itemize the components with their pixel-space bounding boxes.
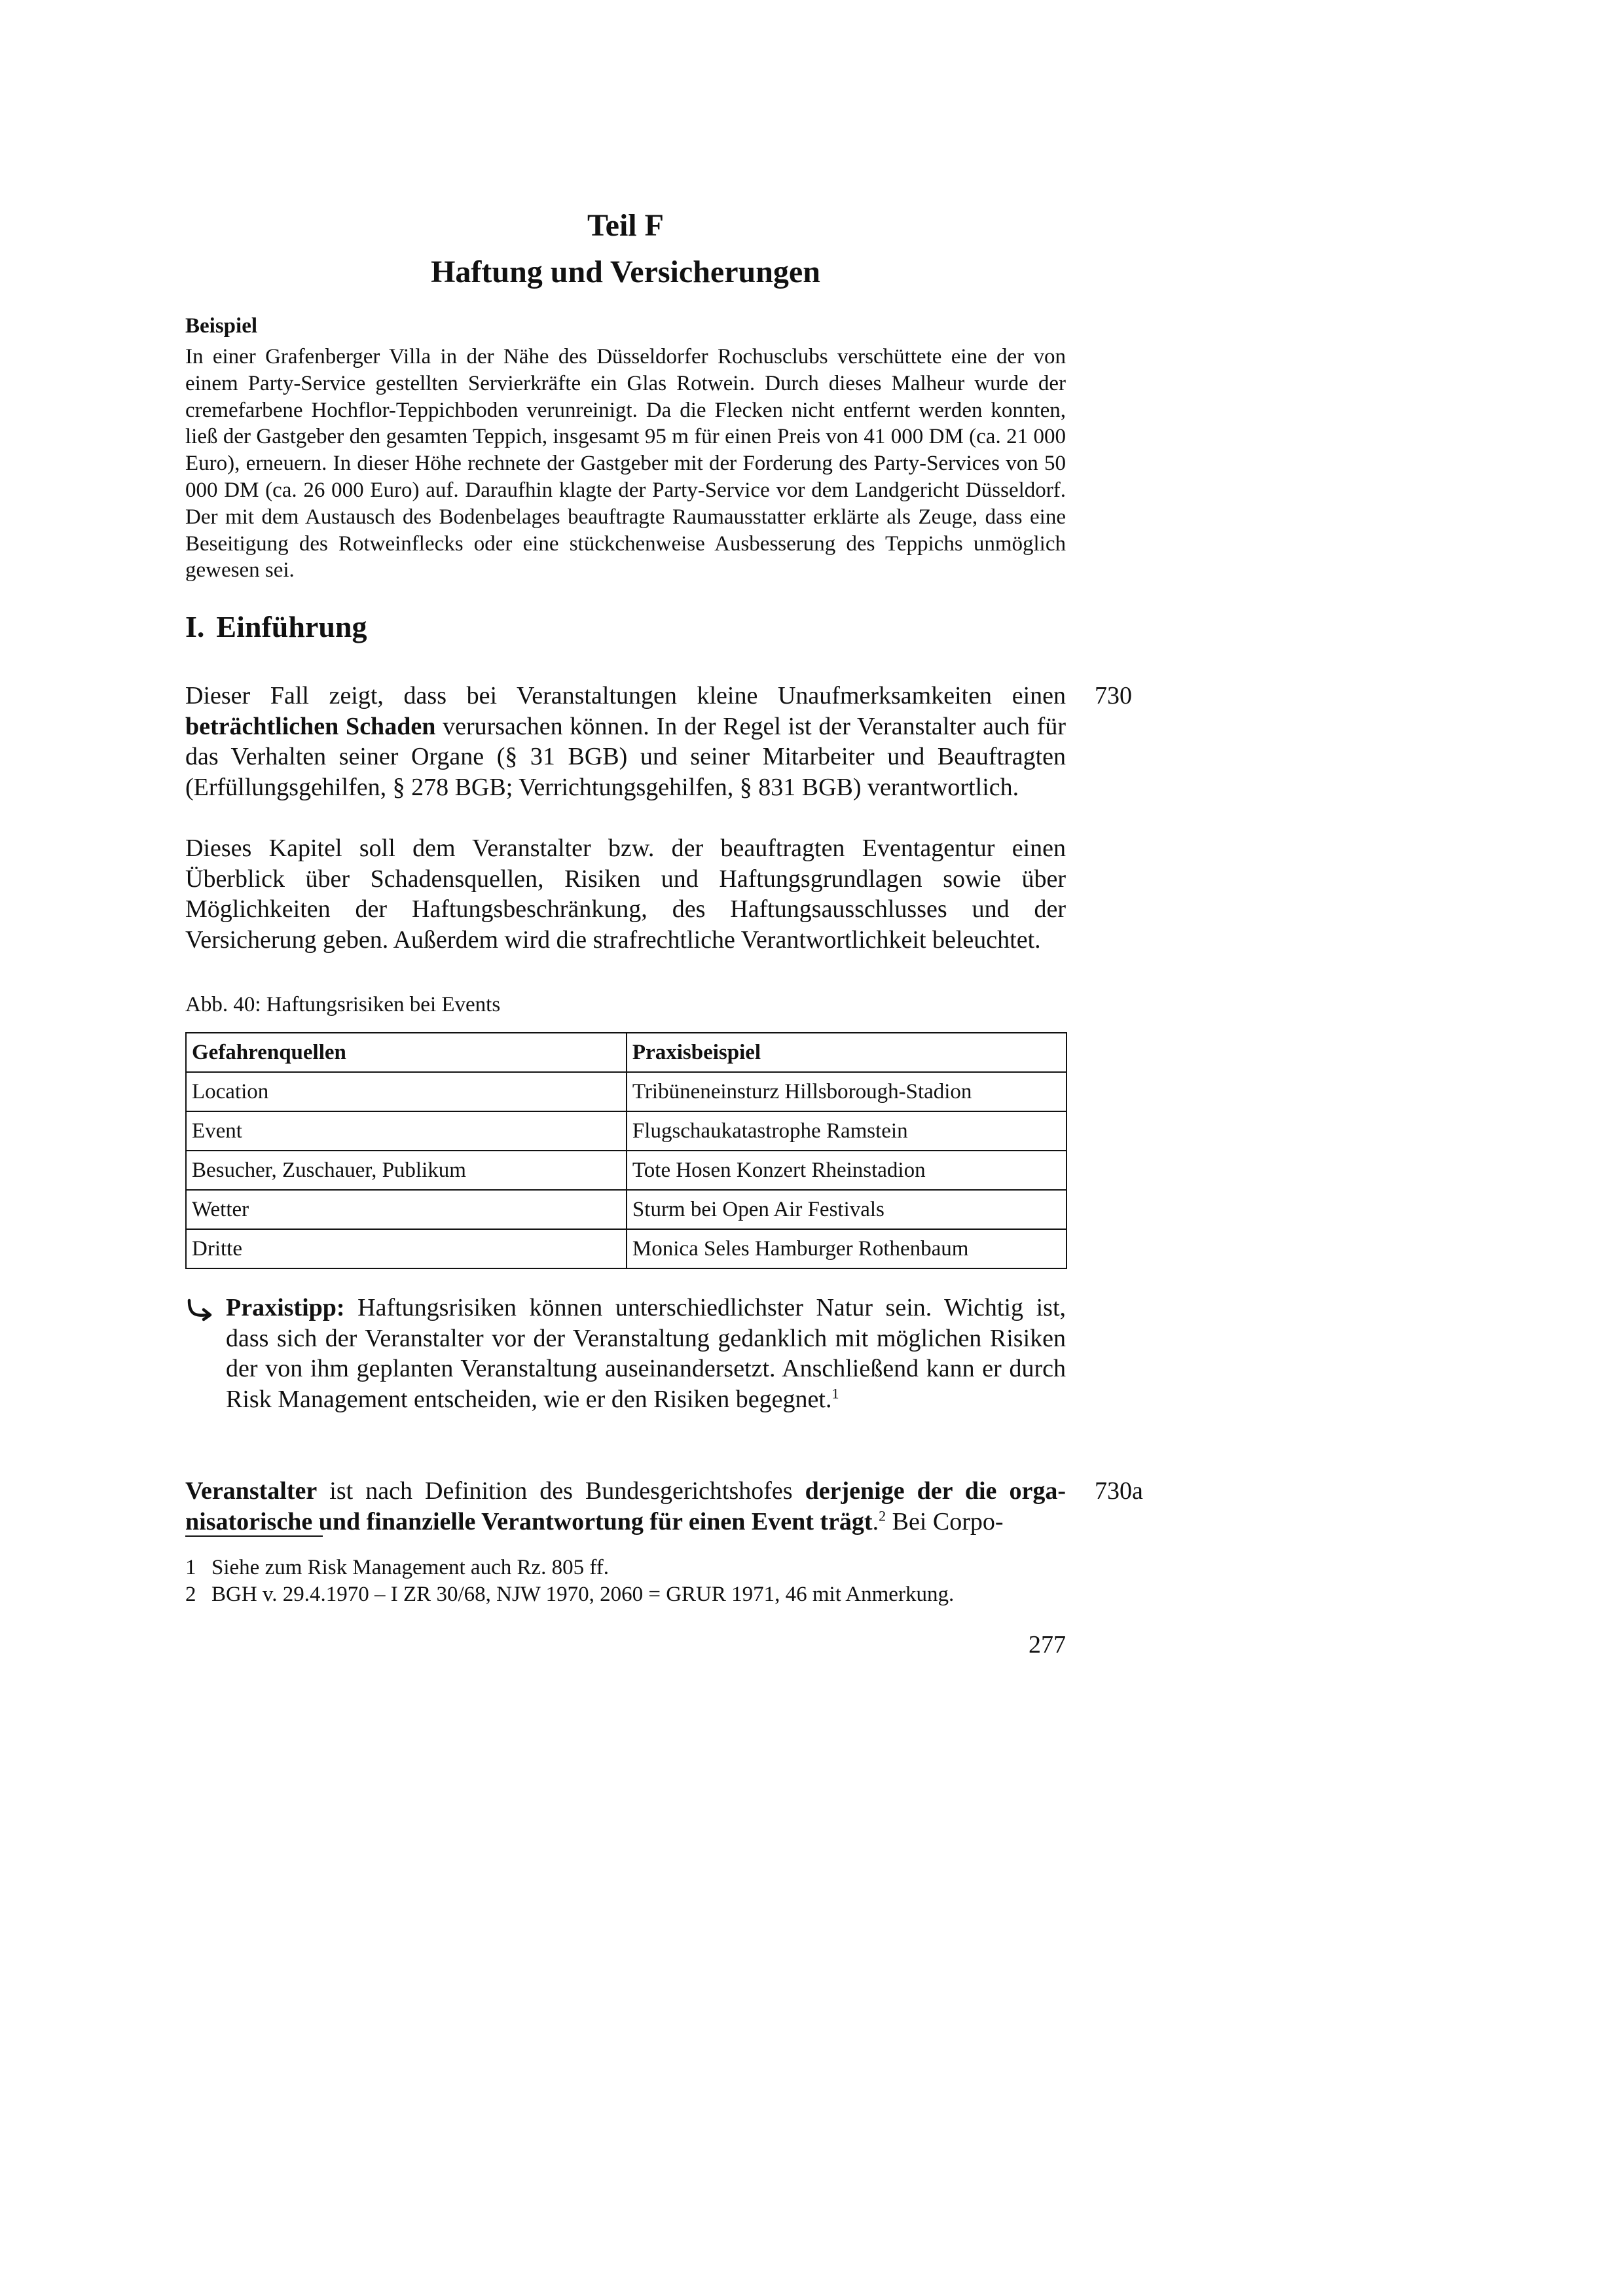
example-heading: Beispiel xyxy=(185,314,258,338)
footnote-item xyxy=(185,1581,954,1607)
risk-table xyxy=(185,1032,1067,1269)
table-cell: Besucher, Zuschauer, Publikum xyxy=(186,1151,627,1190)
practice-tip xyxy=(185,1293,1066,1414)
table-cell: Tribüneneinsturz Hillsborough-Stadion xyxy=(627,1072,1067,1111)
table-cell: Flugschaukatastrophe Ramstein xyxy=(627,1111,1067,1151)
table-cell: Event xyxy=(186,1111,627,1151)
footnote-number: 2 xyxy=(185,1583,196,1606)
footnote-text: Siehe zum Risk Management auch Rz. 805 ff. xyxy=(211,1556,610,1579)
footnote-divider xyxy=(185,1535,323,1537)
part-title-block xyxy=(185,203,1066,296)
footnote-text: BGH v. 29.4.1970 – I ZR 30/68, NJW 1970, 2060 = GRUR 1971, 46 mit Anmerkung. xyxy=(211,1583,955,1606)
table-row xyxy=(186,1111,1067,1151)
table-row xyxy=(186,1072,1067,1111)
practice-tip-label: Praxistipp: xyxy=(226,1294,345,1321)
paragraph-730 xyxy=(185,681,1066,802)
footnote-number: 1 xyxy=(185,1556,196,1579)
para1-bold: beträchtlichen Schaden xyxy=(185,712,436,740)
paragraph-730a xyxy=(185,1476,1066,1537)
para3-bold-mid: derjenige der die organisatorische und finanzielle Verantwortung für einen Event trägt xyxy=(185,1477,1066,1535)
footnote-item xyxy=(185,1554,609,1581)
part-title: Teil F xyxy=(587,208,664,243)
section-number: I. xyxy=(185,610,205,643)
para1-text-after: verursachen können. In der Regel ist der Veranstalter auch für das Verhalten seiner Organe (§ 31 BGB) und seiner Mitarbeiter und Beauftragten (Erfüllungsgehilfen, § 278 BGB; Verrichtungsgehilfen, § 831 BGB) verantwortlich. xyxy=(185,712,1066,801)
margin-number-730a: 730a xyxy=(1095,1477,1143,1505)
example-text: In einer Grafenberger Villa in der Nähe des Düsseldorfer Rochusclubs verschüttete eine der von einem Party-Service gestellten Servierkräfte ein Glas Rotwein. Durch dieses Malheur wurde der cremefarbene Hochflor-Teppichboden verunreinigt. Da die Flecken nicht entfernt werden konnten, ließ der Gastgeber den gesamten Teppich, insgesamt 95 m für einen Preis von 41 000 DM (ca. 21 000 Euro), erneuern. In dieser Höhe rechnete der Gastgeber mit der Forderung des Party-Services von 50 000 DM (ca. 26 000 Euro) auf. Daraufhin klagte der Party-Service vor dem Landgericht Düsseldorf. Der mit dem Austausch des Bodenbelages beauftragte Raumausstatter erklärte als Zeuge, dass eine Beseitigung des Rotweinflecks oder eine stückchenweise Ausbesserung des Teppichs unmöglich gewesen sei. xyxy=(185,345,1066,583)
table-row xyxy=(186,1190,1067,1229)
table-cell: Sturm bei Open Air Festivals xyxy=(627,1190,1067,1229)
table-cell: Location xyxy=(186,1072,627,1111)
table-cell: Dritte xyxy=(186,1229,627,1268)
margin-number-730: 730 xyxy=(1095,682,1132,709)
table-header-cell: Gefahrenquellen xyxy=(186,1033,627,1072)
table-row xyxy=(186,1151,1067,1190)
table-cell: Tote Hosen Konzert Rheinstadion xyxy=(627,1151,1067,1190)
para3-text-end: Bei Corpo- xyxy=(886,1507,1004,1535)
section-title: Einführung xyxy=(216,610,367,643)
paragraph-chapter-overview: Dieses Kapitel soll dem Veranstalter bzw. der beauftragten Eventagentur einen Überblick über Schadensquellen, Risiken und Haftungsgrundlagen sowie über Möglichkeiten der Haftungsbeschränkung, des Haftungsausschlusses und der Versicherung geben. Außerdem wird die strafrechtliche Verantwortlichkeit beleuchtet. xyxy=(185,834,1066,954)
part-subtitle: Haftung und Versicherungen xyxy=(431,255,820,289)
page-number: 277 xyxy=(1029,1631,1066,1659)
table-cell: Monica Seles Hamburger Rothenbaum xyxy=(627,1229,1067,1268)
table-row xyxy=(186,1229,1067,1268)
para3-text-mid: ist nach Definition des Bundesgerichtshofes xyxy=(317,1477,805,1505)
section-heading xyxy=(185,607,367,647)
para3-bold-start: Veranstalter xyxy=(185,1477,318,1505)
footnote-ref: 2 xyxy=(879,1507,886,1524)
para1-text-before: Dieser Fall zeigt, dass bei Veranstaltungen kleine Unaufmerksamkeiten einen xyxy=(185,682,1066,709)
curved-arrow-icon xyxy=(185,1295,217,1321)
figure-caption: Abb. 40: Haftungsrisiken bei Events xyxy=(185,993,501,1016)
table-header-cell: Praxisbeispiel xyxy=(627,1033,1067,1072)
para3-period: . xyxy=(872,1507,879,1535)
practice-tip-text xyxy=(226,1293,1066,1414)
table-header-row xyxy=(186,1033,1067,1072)
practice-tip-body: Haftungsrisiken können unterschiedlichster Natur sein. Wichtig ist, dass sich der Veranstalter vor der Veranstaltung gedanklich mit möglichen Risiken der von ihm geplanten Veranstaltung auseinandersetzt. Anschließend kann er durch Risk Management entscheiden, wie er den Risiken begegnet. xyxy=(226,1294,1066,1413)
footnote-ref: 1 xyxy=(831,1384,839,1401)
table-cell: Wetter xyxy=(186,1190,627,1229)
